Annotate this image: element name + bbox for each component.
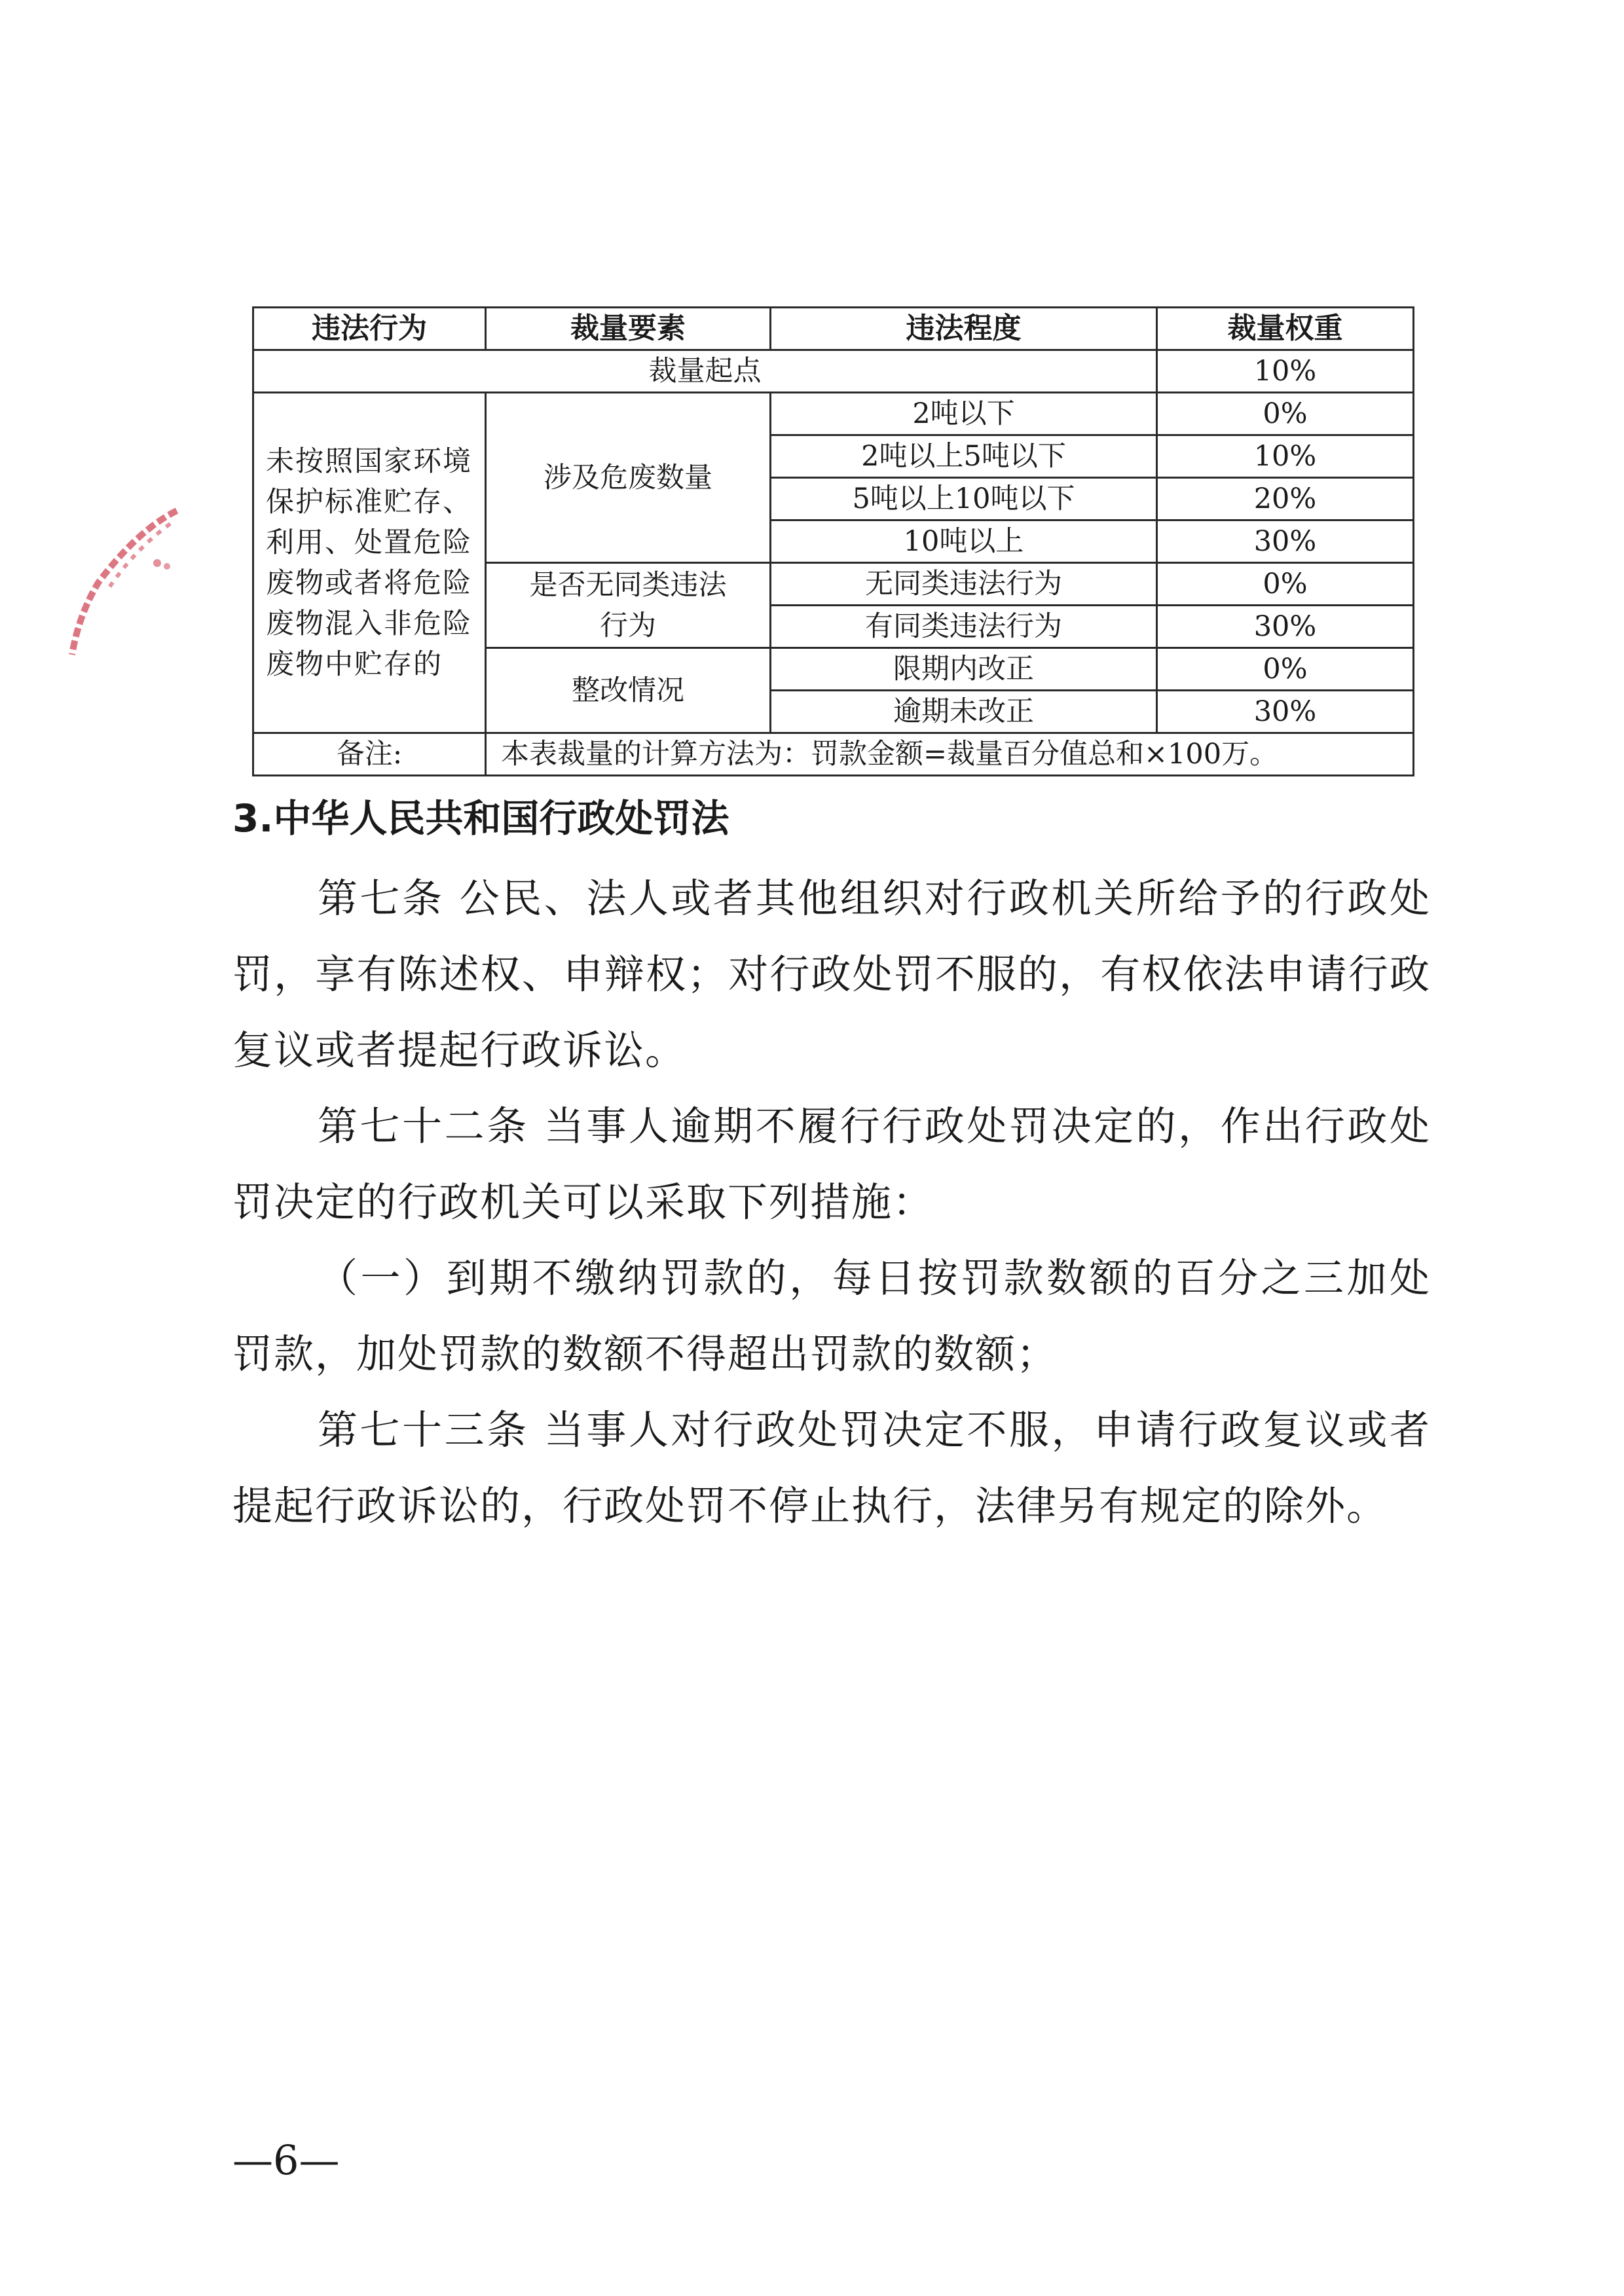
page-number: —6— — [232, 2136, 340, 2184]
red-stamp-fragment — [59, 504, 190, 661]
article-7-paragraph: 第七条 公民、法人或者其他组织对行政机关所给予的行政处罚，享有陈述权、申辩权；对行政处罚不服的，有权依法申请行政复议或者提起行政诉讼。 — [232, 875, 1431, 1074]
degree-cell: 限期内改正 — [771, 648, 1157, 691]
degree-cell: 2吨以上5吨以下 — [771, 435, 1157, 478]
table-note-row — [253, 733, 1414, 776]
degree-cell: 10吨以上 — [771, 520, 1157, 563]
degree-cell: 5吨以上10吨以下 — [771, 478, 1157, 520]
degree-cell: 逾期未改正 — [771, 691, 1157, 733]
violation-cell: 未按照国家环境保护标准贮存、利用、处置危险废物或者将危险废物混入非危险废物中贮存的 — [253, 393, 486, 733]
start-label: 裁量起点 — [253, 350, 1157, 393]
degree-cell: 2吨以下 — [771, 393, 1157, 435]
factor-repeat: 是否无同类违法行为 — [486, 563, 771, 648]
weight-cell: 0% — [1157, 393, 1414, 435]
table-row — [253, 350, 1414, 393]
weight-cell: 20% — [1157, 478, 1414, 520]
article-73-paragraph: 第七十三条 当事人对行政处罚决定不服，申请行政复议或者提起行政诉讼的，行政处罚不停止执行，法律另有规定的除外。 — [232, 1407, 1431, 1529]
weight-cell: 0% — [1157, 563, 1414, 606]
table-row — [253, 393, 1414, 435]
weight-cell: 30% — [1157, 520, 1414, 563]
header-cell: 裁量要素 — [486, 308, 771, 350]
start-weight: 10% — [1157, 350, 1414, 393]
weight-cell: 0% — [1157, 648, 1414, 691]
header-cell: 裁量权重 — [1157, 308, 1414, 350]
article-72-item-1-paragraph: （一）到期不缴纳罚款的，每日按罚款数额的百分之三加处罚款，加处罚款的数额不得超出罚款的数额； — [232, 1255, 1431, 1377]
weight-cell: 10% — [1157, 435, 1414, 478]
factor-rectify: 整改情况 — [486, 648, 771, 733]
table-header-row — [253, 308, 1414, 350]
degree-cell: 无同类违法行为 — [771, 563, 1157, 606]
weight-cell: 30% — [1157, 606, 1414, 648]
factor-quantity: 涉及危废数量 — [486, 393, 771, 563]
penalty-table — [252, 306, 1414, 776]
note-text: 本表裁量的计算方法为：罚款金额=裁量百分值总和×100万。 — [486, 733, 1414, 776]
degree-cell: 有同类违法行为 — [771, 606, 1157, 648]
article-72-paragraph: 第七十二条 当事人逾期不履行行政处罚决定的，作出行政处罚决定的行政机关可以采取下列措施： — [232, 1103, 1431, 1226]
header-cell: 违法程度 — [771, 308, 1157, 350]
note-label: 备注: — [253, 733, 486, 776]
section-title: 3.中华人民共和国行政处罚法 — [232, 796, 729, 841]
weight-cell: 30% — [1157, 691, 1414, 733]
header-cell: 违法行为 — [253, 308, 486, 350]
